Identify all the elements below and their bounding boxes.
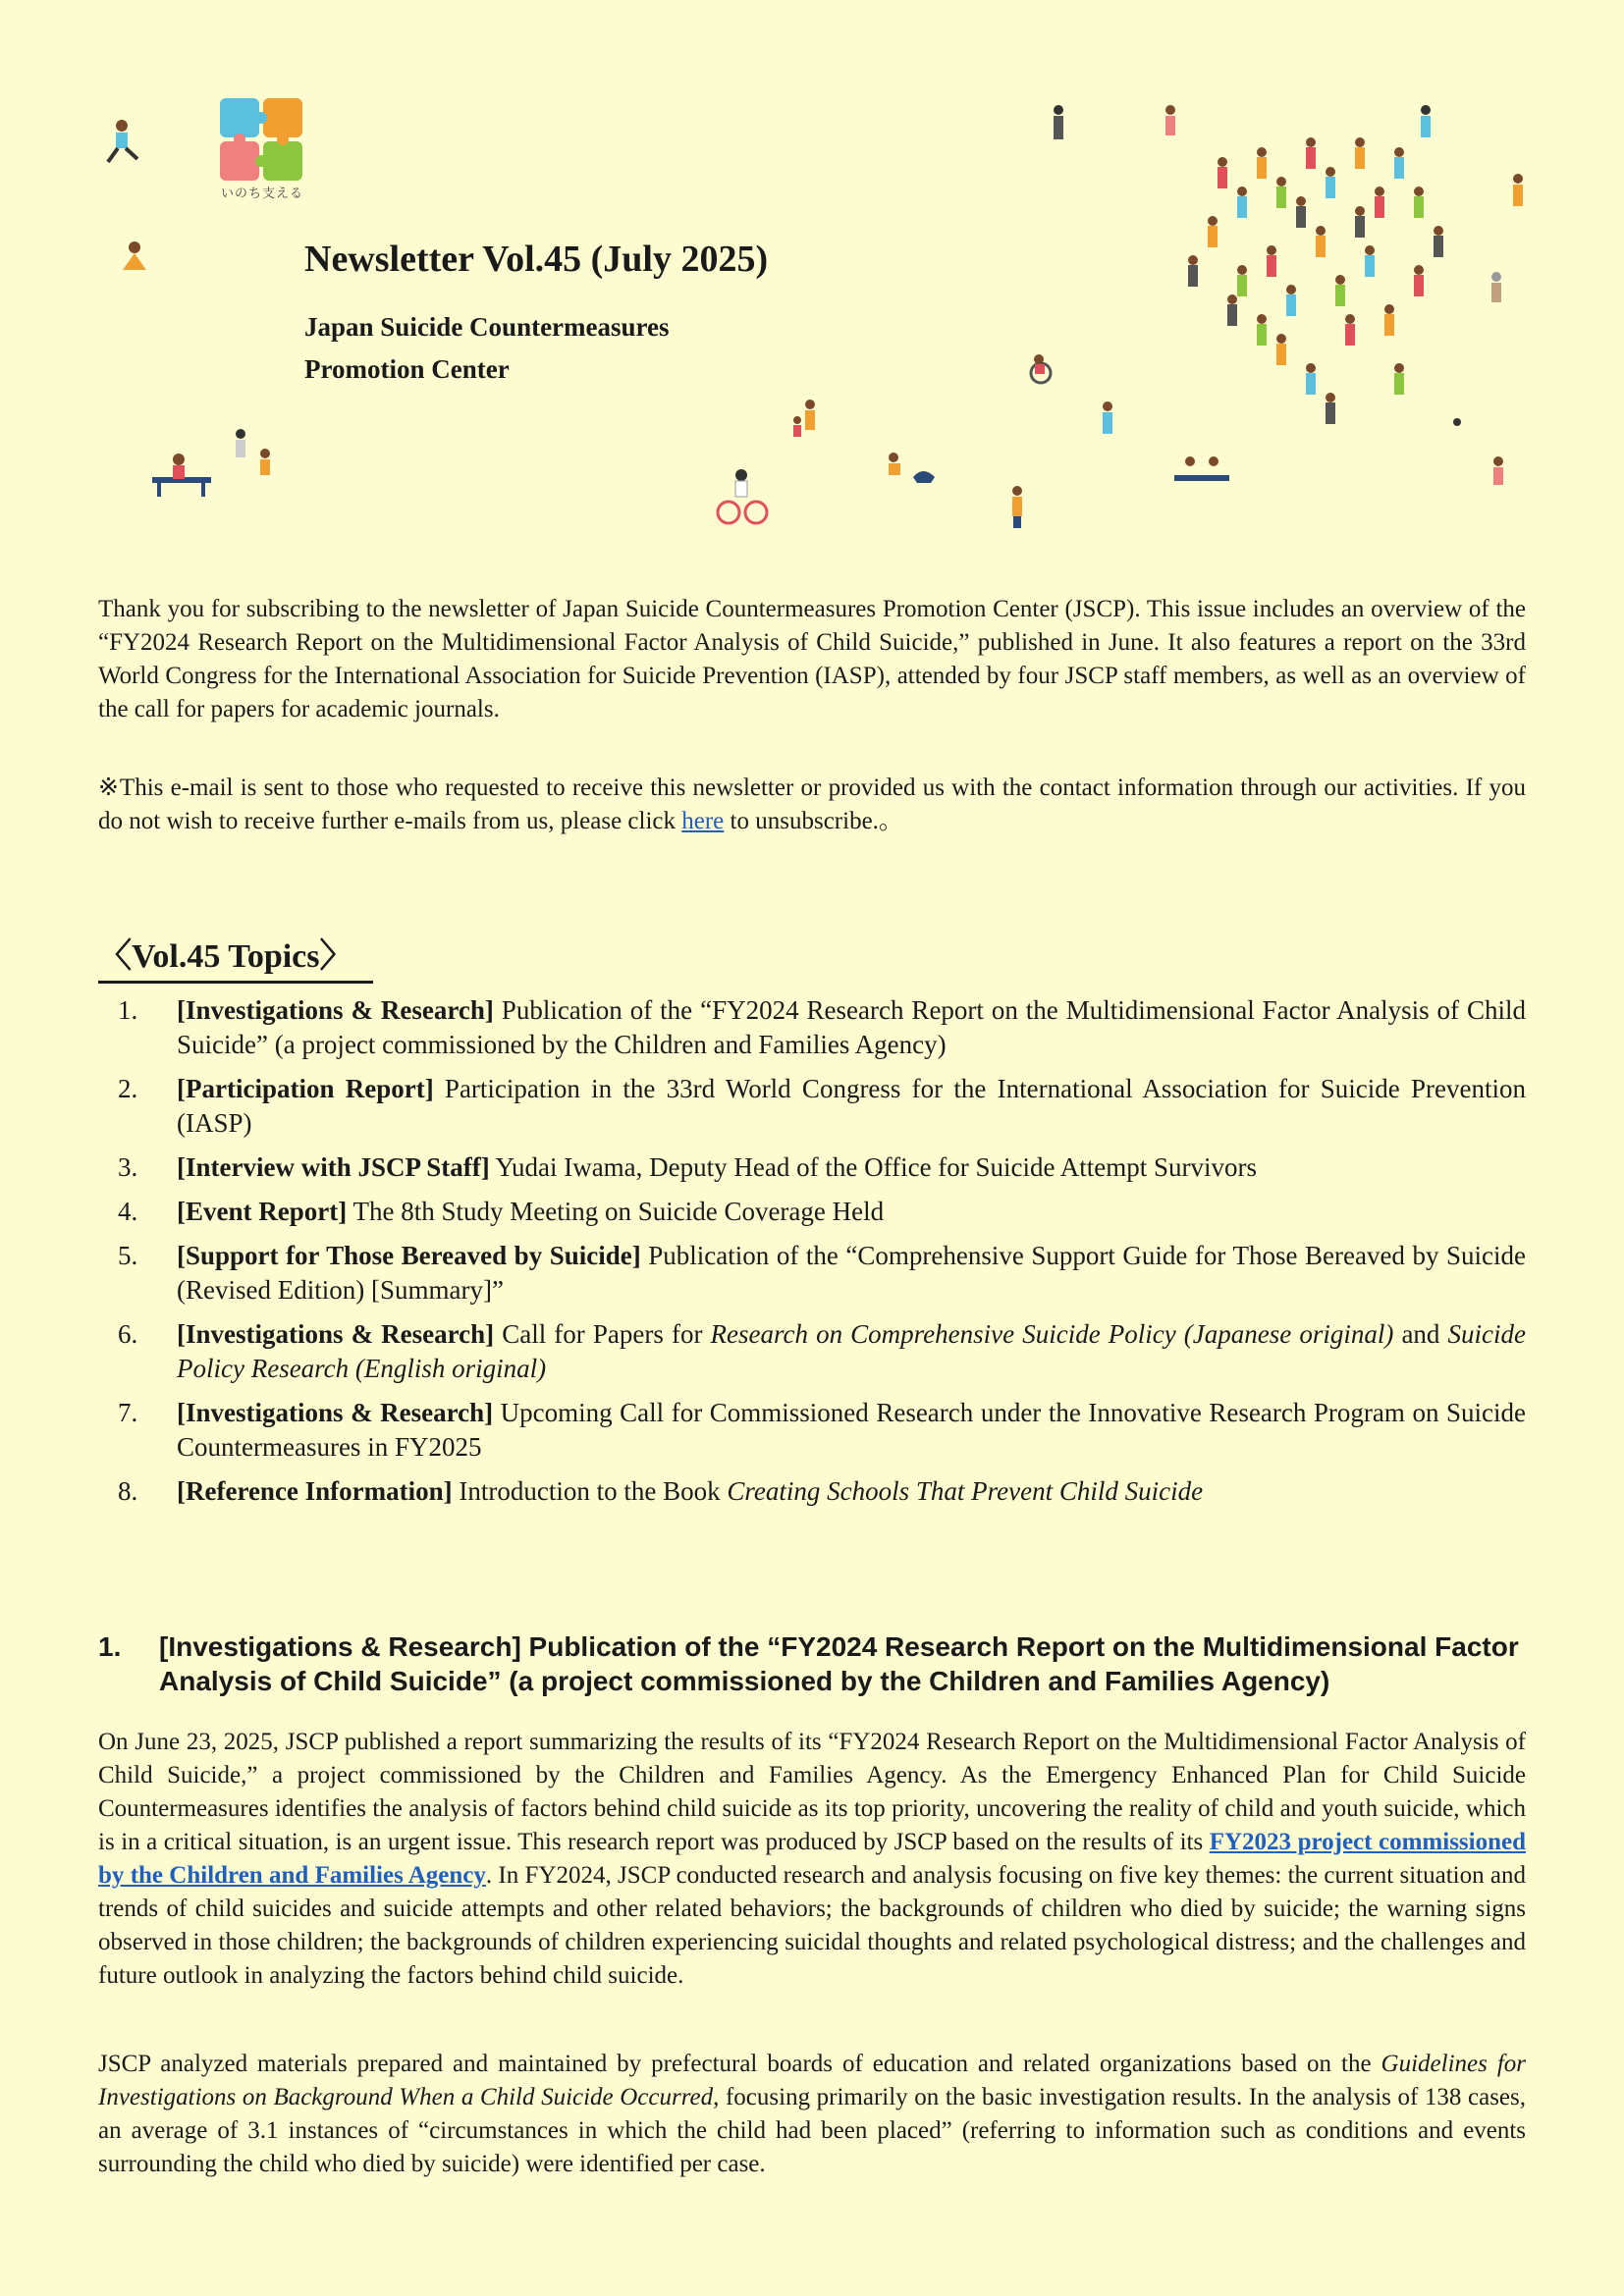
topic-number: 3. xyxy=(118,1152,138,1182)
notice-text-after: to unsubscribe.。 xyxy=(724,808,903,834)
topic-item xyxy=(98,1317,1526,1386)
topic-text: The 8th Study Meeting on Suicide Coverage Held xyxy=(347,1197,885,1226)
section-1-paragraph-1 xyxy=(98,1726,1526,1993)
paragraph-text: . In FY2024, JSCP conducted research and analysis focusing on five key themes: the current situation and trends of child suicides and suicide attempts and other related behaviors; the backgrounds of children who died by suicide; the warning signs observed in those children; the backgrounds of children experiencing suicidal thoughts and related psychological distress; and the challenges and future outlook in analyzing the factors behind child suicide. xyxy=(98,1862,1526,1989)
topic-category: [Reference Information] xyxy=(177,1476,453,1506)
topic-item xyxy=(98,1195,1526,1229)
topic-number: 6. xyxy=(118,1319,138,1349)
cyclist-figure xyxy=(718,469,767,523)
topic-number: 7. xyxy=(118,1398,138,1427)
topics-list xyxy=(98,993,1526,1519)
topic-text: Call for Papers for xyxy=(494,1319,711,1349)
notice-text-before: ※This e-mail is sent to those who requested to receive this newsletter or provided us with the contact information through our activities. If you do not wish to receive further e-mails from us, please click xyxy=(98,774,1526,834)
journal-title-english: Suicide Policy Research (English original) xyxy=(177,1319,1527,1383)
topic-category: [Investigations & Research] xyxy=(177,1398,494,1427)
guidelines-title: Guidelines for Investigations on Background When a Child Suicide Occurred xyxy=(98,2051,1526,2110)
journal-title-japanese: Research on Comprehensive Suicide Policy (Japanese original) xyxy=(710,1319,1394,1349)
topic-category: [Event Report] xyxy=(177,1197,348,1226)
section-1-heading xyxy=(98,1629,1526,1698)
people-illustration xyxy=(0,88,1624,550)
bench-figures xyxy=(152,429,270,497)
book-title: Creating Schools That Prevent Child Suicide xyxy=(727,1476,1204,1506)
newsletter-title: Newsletter Vol.45 (July 2025) xyxy=(304,239,769,280)
unsubscribe-link[interactable]: here xyxy=(681,808,725,834)
topic-item xyxy=(98,1474,1526,1509)
paragraph-text: JSCP analyzed materials prepared and maintained by prefectural boards of education and related organizations based on the xyxy=(98,2051,1381,2077)
logo-caption: いのち支える xyxy=(220,187,303,201)
topic-number: 1. xyxy=(118,995,138,1025)
topic-text: Publication of the “Comprehensive Support Guide for Those Bereaved by Suicide (Revised Edition) [Summary]” xyxy=(177,1241,1526,1305)
topic-category: [Participation Report] xyxy=(177,1074,434,1103)
topic-item xyxy=(98,993,1526,1062)
topic-item xyxy=(98,1072,1526,1141)
section-title: [Investigations & Research] Publication of the “FY2024 Research Report on the Multidimensional Factor Analysis of Child Suicide” (a project commissioned by the Children and Families Agency) xyxy=(159,1631,1519,1696)
topic-number: 5. xyxy=(118,1241,138,1270)
unsubscribe-notice xyxy=(98,772,1526,838)
topic-category: [Investigations & Research] xyxy=(177,1319,495,1349)
paragraph-text: , focusing primarily on the basic investigation results. In the analysis of 138 cases, an average of 3.1 instances of “circumstances in which the child had been placed” (referring to information such as conditions and events surrounding the child who died by suicide) were identified per case. xyxy=(98,2084,1527,2177)
intro-paragraph: Thank you for subscribing to the newsletter of Japan Suicide Countermeasures Promotion Center (JSCP). This issue includes an overview of the “FY2024 Research Report on the Multidimensional Factor Analysis of Child Suicide,” published in June. It also features a report on the 33rd World Congress for the International Association for Suicide Prevention (IASP), attended by four JSCP staff members, as well as an overview of the call for papers for academic journals. xyxy=(98,596,1526,722)
runner-figure xyxy=(108,120,137,162)
topic-number: 8. xyxy=(118,1476,138,1506)
topic-category: [Support for Those Bereaved by Suicide] xyxy=(177,1241,641,1270)
fy2023-project-link[interactable]: FY2023 project commissioned by the Children and Families Agency xyxy=(98,1829,1526,1889)
topic-text: Yudai Iwama, Deputy Head of the Office for Suicide Attempt Survivors xyxy=(489,1152,1258,1182)
topic-item xyxy=(98,1396,1526,1465)
topic-category: [Investigations & Research] xyxy=(177,995,494,1025)
section-number: 1. xyxy=(98,1631,122,1662)
topic-category: [Interview with JSCP Staff] xyxy=(177,1152,490,1182)
topic-item xyxy=(98,1150,1526,1185)
crowd-cluster xyxy=(1178,137,1453,442)
topic-text: Participation in the 33rd World Congress for the International Association for Suicide Prevention (IASP) xyxy=(177,1074,1526,1138)
topics-heading: 〈Vol.45 Topics〉 xyxy=(98,929,373,984)
org-line-2: Promotion Center xyxy=(304,354,510,384)
topic-text: Introduction to the Book xyxy=(452,1476,728,1506)
walking-figures xyxy=(793,105,1523,528)
meditating-figure xyxy=(123,241,146,270)
topic-text: Publication of the “FY2024 Research Report on the Multidimensional Factor Analysis of Child Suicide” (a project commissioned by the Children and Families Agency) xyxy=(177,995,1526,1059)
topic-text: Upcoming Call for Commissioned Research under the Innovative Research Program on Suicide Countermeasures in FY2025 xyxy=(177,1398,1526,1462)
topic-number: 4. xyxy=(118,1197,138,1226)
org-line-1: Japan Suicide Countermeasures xyxy=(304,312,670,342)
topic-item xyxy=(98,1239,1526,1308)
topic-text-joiner: and xyxy=(1393,1319,1448,1349)
topic-number: 2. xyxy=(118,1074,138,1103)
section-1-paragraph-2 xyxy=(98,2048,1526,2181)
paragraph-text: On June 23, 2025, JSCP published a report summarizing the results of its “FY2024 Research Report on the Multidimensional Factor Analysis of Child Suicide,” a project commissioned by the Children and Families Agency. As the Emergency Enhanced Plan for Child Suicide Countermeasures identifies the analysis of factors behind child suicide as its top priority, uncovering the reality of child and youth suicide, which is in a critical situation, is an urgent issue. This research report was produced by JSCP based on the results of its xyxy=(98,1729,1526,1855)
organization-name xyxy=(304,306,670,391)
